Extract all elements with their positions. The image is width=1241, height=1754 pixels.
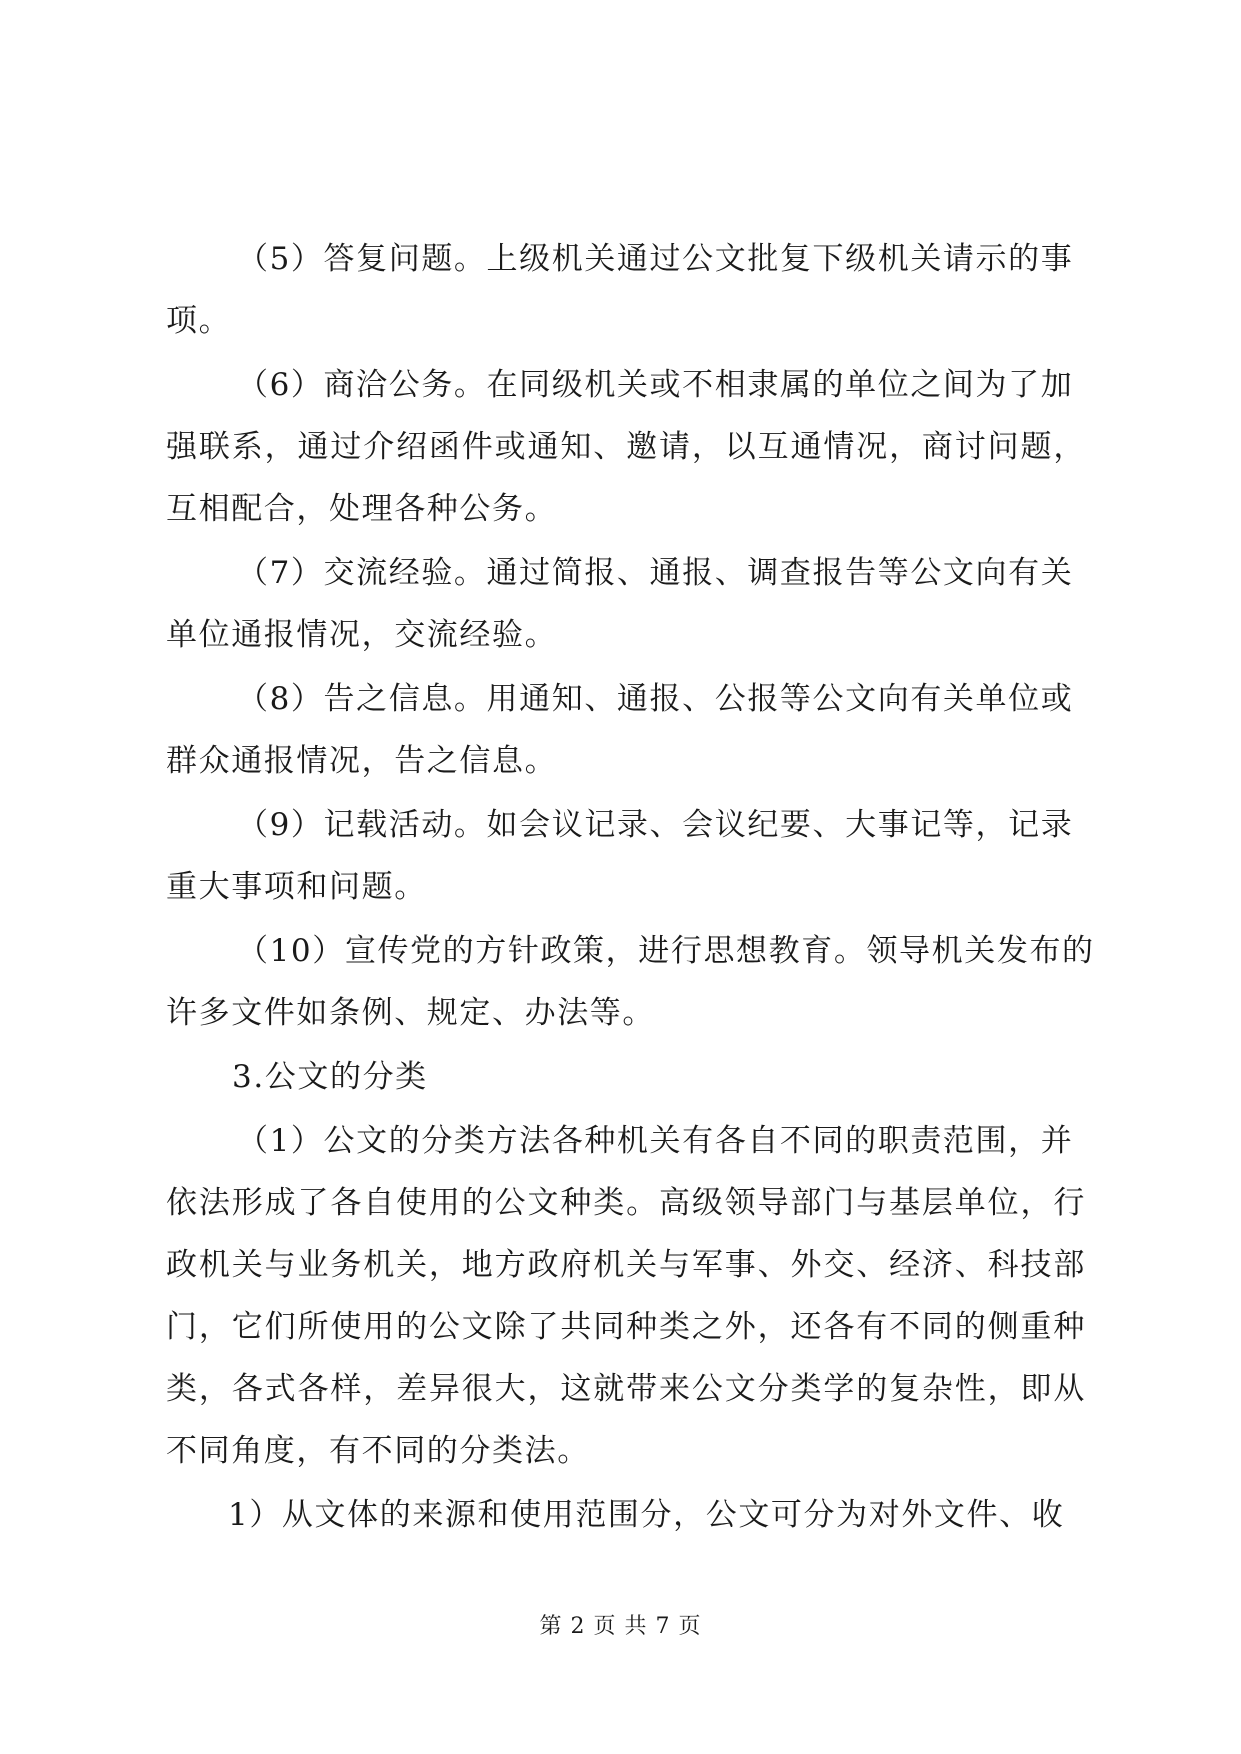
paragraph-10 [166,920,1095,1044]
paragraph-line: （6）商洽公务。在同级机关或不相隶属的单位之间为了加 [237,367,1074,403]
paragraph-line: 互相配合，处理各种公务。 [166,491,558,527]
paragraph-line: 类，各式各样，差异很大，这就带来公文分类学的复杂性，即从 [166,1371,1086,1407]
paragraph-line: 重大事项和问题。 [166,869,427,905]
paragraph-line: （7）交流经验。通过简报、通报、调查报告等公文向有关 [237,555,1074,591]
paragraph-line: 群众通报情况，告之信息。 [166,743,558,779]
paragraph-line: （5）答复问题。上级机关通过公文批复下级机关请示的事 [237,241,1074,277]
paragraph-line: 依法形成了各自使用的公文种类。高级领导部门与基层单位，行 [166,1185,1086,1221]
paragraph-line: 1）从文体的来源和使用范围分，公文可分为对外文件、收 [228,1497,1065,1533]
paragraph-8 [166,668,1086,792]
paragraph-9 [166,794,1086,918]
paragraph-classification [166,1110,1086,1482]
paragraph-line: （10）宣传党的方针政策，进行思想教育。领导机关发布的 [237,933,1095,969]
paragraph-source-scope [166,1484,1086,1546]
section-title: 3.公文的分类 [232,1059,428,1095]
paragraph-line: 强联系，通过介绍函件或通知、邀请，以互通情况，商讨问题， [166,429,1086,465]
paragraph-line: 门，它们所使用的公文除了共同种类之外，还各有不同的侧重种 [166,1309,1086,1345]
paragraph-line: 政机关与业务机关，地方政府机关与军事、外交、经济、科技部 [166,1247,1086,1283]
paragraph-6 [166,354,1086,540]
section-heading [166,1046,1086,1108]
paragraph-line: （9）记载活动。如会议记录、会议纪要、大事记等，记录 [237,807,1074,843]
document-body [166,228,1095,1546]
paragraph-line: 项。 [166,303,232,339]
paragraph-line: 不同角度，有不同的分类法。 [166,1433,590,1469]
paragraph-7 [166,542,1086,666]
paragraph-line: （8）告之信息。用通知、通报、公报等公文向有关单位或 [237,681,1074,717]
paragraph-line: 单位通报情况，交流经验。 [166,617,558,653]
page-number-footer: 第 2 页 共 7 页 [539,1614,702,1639]
paragraph-line: （1）公文的分类方法各种机关有各自不同的职责范围，并 [237,1123,1074,1159]
paragraph-5 [166,228,1086,352]
paragraph-line: 许多文件如条例、规定、办法等。 [166,995,655,1031]
